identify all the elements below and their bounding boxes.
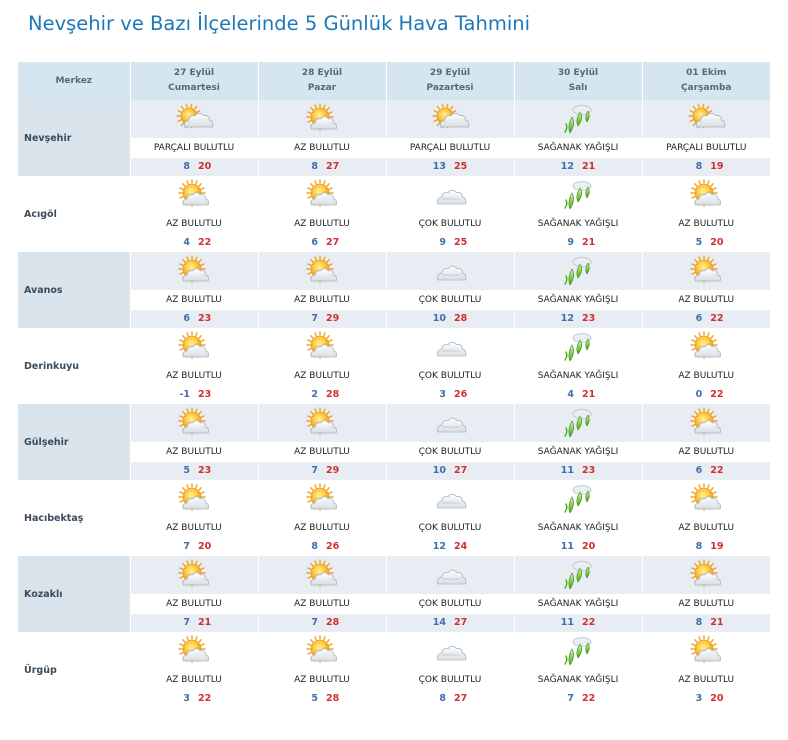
min-temp: 4 bbox=[567, 389, 574, 400]
mostly-sunny-icon bbox=[686, 559, 726, 591]
city-name: Nevşehir bbox=[18, 100, 130, 176]
max-temp: 22 bbox=[710, 389, 724, 400]
weather-description: SAĞANAK YAĞIŞLI bbox=[515, 442, 642, 462]
city-name: Avanos bbox=[18, 252, 130, 328]
city-name: Hacıbektaş bbox=[18, 480, 130, 556]
min-temp: 10 bbox=[432, 465, 446, 476]
min-temp: 13 bbox=[432, 161, 446, 172]
cloudy-icon bbox=[430, 483, 470, 515]
min-temp: 8 bbox=[439, 693, 446, 704]
min-temp: 3 bbox=[439, 389, 446, 400]
min-temp: 5 bbox=[311, 693, 318, 704]
mostly-sunny-icon bbox=[302, 179, 342, 211]
forecast-cell bbox=[514, 328, 642, 404]
weather-description: AZ BULUTLU bbox=[131, 366, 258, 386]
weather-description: PARÇALI BULUTLU bbox=[131, 138, 258, 158]
max-temp: 22 bbox=[582, 617, 596, 628]
min-temp: 6 bbox=[183, 313, 190, 324]
temperature-range bbox=[515, 158, 642, 176]
weather-description: SAĞANAK YAĞIŞLI bbox=[515, 214, 642, 234]
min-temp: 3 bbox=[183, 693, 190, 704]
forecast-body bbox=[18, 100, 770, 708]
min-temp: 5 bbox=[695, 237, 703, 248]
weather-description: AZ BULUTLU bbox=[643, 366, 771, 386]
showers-icon bbox=[558, 406, 598, 440]
mostly-sunny-icon bbox=[174, 407, 214, 439]
min-temp: 7 bbox=[311, 465, 318, 476]
min-temp: 5 bbox=[183, 465, 190, 476]
weather-description: AZ BULUTLU bbox=[259, 518, 386, 538]
forecast-cell bbox=[514, 632, 642, 708]
temperature-range bbox=[131, 690, 258, 708]
city-name: Derinkuyu bbox=[18, 328, 130, 404]
forecast-table bbox=[18, 62, 770, 708]
header-date: 29 Eylül bbox=[429, 68, 471, 78]
mostly-sunny-icon bbox=[302, 255, 342, 287]
min-temp: 7 bbox=[183, 617, 190, 628]
city-row bbox=[18, 556, 770, 632]
weather-description: SAĞANAK YAĞIŞLI bbox=[515, 290, 642, 310]
max-temp: 22 bbox=[198, 237, 212, 248]
temperature-range bbox=[643, 234, 771, 252]
showers-icon bbox=[558, 330, 598, 364]
header-weekday: Cumartesi bbox=[168, 83, 220, 93]
min-temp: 0 bbox=[695, 389, 703, 400]
forecast-cell bbox=[130, 480, 258, 556]
header-day bbox=[642, 62, 770, 100]
temperature-range bbox=[515, 462, 642, 480]
min-temp: 8 bbox=[695, 161, 703, 172]
weather-description: ÇOK BULUTLU bbox=[387, 366, 514, 386]
max-temp: 20 bbox=[198, 541, 212, 552]
weather-description: ÇOK BULUTLU bbox=[387, 442, 514, 462]
city-name: Gülşehir bbox=[18, 404, 130, 480]
forecast-cell bbox=[642, 404, 770, 480]
weather-description: ÇOK BULUTLU bbox=[387, 290, 514, 310]
mostly-sunny-icon bbox=[174, 559, 214, 591]
weather-description: SAĞANAK YAĞIŞLI bbox=[515, 670, 642, 690]
weather-description: AZ BULUTLU bbox=[131, 670, 258, 690]
forecast-cell bbox=[130, 404, 258, 480]
weather-description: SAĞANAK YAĞIŞLI bbox=[515, 366, 642, 386]
forecast-cell bbox=[514, 404, 642, 480]
mostly-sunny-icon bbox=[174, 179, 214, 211]
mostly-sunny-icon bbox=[302, 407, 342, 439]
header-day bbox=[130, 62, 258, 100]
min-temp: 12 bbox=[432, 541, 446, 552]
header-weekday: Pazar bbox=[307, 83, 337, 93]
forecast-cell bbox=[386, 176, 514, 252]
forecast-cell bbox=[386, 632, 514, 708]
min-temp: 6 bbox=[695, 465, 703, 476]
header-date: 28 Eylül bbox=[301, 68, 343, 78]
city-row bbox=[18, 404, 770, 480]
city-row bbox=[18, 100, 770, 176]
max-temp: 28 bbox=[454, 313, 468, 324]
forecast-cell bbox=[386, 404, 514, 480]
cloudy-icon bbox=[430, 255, 470, 287]
weather-description: AZ BULUTLU bbox=[643, 290, 771, 310]
temperature-range bbox=[259, 690, 386, 708]
max-temp: 29 bbox=[326, 313, 340, 324]
forecast-cell bbox=[642, 480, 770, 556]
temperature-range bbox=[259, 234, 386, 252]
max-temp: 27 bbox=[454, 465, 468, 476]
max-temp: 21 bbox=[710, 617, 724, 628]
forecast-cell bbox=[386, 556, 514, 632]
min-temp: 11 bbox=[560, 541, 574, 552]
max-temp: 20 bbox=[710, 693, 724, 704]
max-temp: 28 bbox=[326, 389, 340, 400]
weather-description: PARÇALI BULUTLU bbox=[387, 138, 514, 158]
mostly-sunny-icon bbox=[686, 483, 726, 515]
temperature-range bbox=[643, 462, 771, 480]
max-temp: 25 bbox=[454, 161, 468, 172]
min-temp: 9 bbox=[567, 237, 574, 248]
cloudy-icon bbox=[430, 179, 470, 211]
showers-icon bbox=[558, 178, 598, 212]
forecast-cell bbox=[130, 176, 258, 252]
min-temp: 8 bbox=[695, 617, 703, 628]
forecast-cell bbox=[642, 176, 770, 252]
max-temp: 21 bbox=[582, 237, 596, 248]
temperature-range bbox=[131, 234, 258, 252]
max-temp: 27 bbox=[454, 693, 468, 704]
min-temp: 7 bbox=[183, 541, 190, 552]
temperature-range bbox=[259, 614, 386, 632]
weather-description: AZ BULUTLU bbox=[131, 442, 258, 462]
weather-description: AZ BULUTLU bbox=[259, 442, 386, 462]
temperature-range bbox=[643, 690, 771, 708]
min-temp: 7 bbox=[311, 313, 318, 324]
temperature-range bbox=[131, 158, 258, 176]
temperature-range bbox=[259, 158, 386, 176]
max-temp: 25 bbox=[454, 237, 468, 248]
mostly-sunny-icon bbox=[302, 103, 342, 135]
min-temp: 12 bbox=[560, 313, 574, 324]
weather-description: AZ BULUTLU bbox=[131, 290, 258, 310]
city-row bbox=[18, 632, 770, 708]
max-temp: 20 bbox=[198, 161, 212, 172]
weather-description: AZ BULUTLU bbox=[643, 518, 771, 538]
weather-description: AZ BULUTLU bbox=[643, 442, 771, 462]
city-name: Kozaklı bbox=[18, 556, 130, 632]
page-title: Nevşehir ve Bazı İlçelerinde 5 Günlük Hava Tahmini bbox=[28, 12, 531, 35]
forecast-cell bbox=[130, 252, 258, 328]
temperature-range bbox=[387, 310, 514, 328]
mostly-sunny-icon bbox=[686, 331, 726, 363]
max-temp: 22 bbox=[710, 465, 724, 476]
max-temp: 28 bbox=[326, 693, 340, 704]
temperature-range bbox=[387, 158, 514, 176]
partly-cloudy-icon bbox=[686, 103, 726, 135]
header-merkez: Merkez bbox=[18, 62, 130, 100]
forecast-cell bbox=[514, 176, 642, 252]
forecast-cell bbox=[130, 632, 258, 708]
weather-description: AZ BULUTLU bbox=[131, 214, 258, 234]
forecast-cell bbox=[258, 328, 386, 404]
cloudy-icon bbox=[430, 331, 470, 363]
showers-icon bbox=[558, 558, 598, 592]
cloudy-icon bbox=[430, 559, 470, 591]
temperature-range bbox=[515, 234, 642, 252]
max-temp: 28 bbox=[326, 617, 340, 628]
mostly-sunny-icon bbox=[686, 255, 726, 287]
temperature-range bbox=[387, 386, 514, 404]
forecast-cell bbox=[386, 480, 514, 556]
temperature-range bbox=[643, 158, 771, 176]
min-temp: 8 bbox=[311, 541, 318, 552]
forecast-cell bbox=[386, 100, 514, 176]
temperature-range bbox=[387, 614, 514, 632]
header-date: 27 Eylül bbox=[173, 68, 215, 78]
max-temp: 21 bbox=[582, 389, 596, 400]
temperature-range bbox=[643, 310, 771, 328]
min-temp: 11 bbox=[560, 617, 574, 628]
max-temp: 19 bbox=[710, 541, 724, 552]
max-temp: 29 bbox=[326, 465, 340, 476]
max-temp: 23 bbox=[198, 465, 212, 476]
mostly-sunny-icon bbox=[302, 559, 342, 591]
forecast-cell bbox=[642, 100, 770, 176]
max-temp: 23 bbox=[198, 313, 212, 324]
temperature-range bbox=[515, 538, 642, 556]
max-temp: 21 bbox=[198, 617, 212, 628]
temperature-range bbox=[259, 538, 386, 556]
header-day bbox=[258, 62, 386, 100]
forecast-cell bbox=[258, 100, 386, 176]
city-row bbox=[18, 176, 770, 252]
min-temp: 6 bbox=[695, 313, 703, 324]
temperature-range bbox=[643, 538, 771, 556]
weather-description: AZ BULUTLU bbox=[643, 214, 771, 234]
weather-description: AZ BULUTLU bbox=[259, 594, 386, 614]
min-temp: 3 bbox=[695, 693, 703, 704]
temperature-range bbox=[387, 462, 514, 480]
cloudy-icon bbox=[430, 407, 470, 439]
max-temp: 26 bbox=[326, 541, 340, 552]
temperature-range bbox=[131, 538, 258, 556]
weather-description: AZ BULUTLU bbox=[259, 290, 386, 310]
weather-description: AZ BULUTLU bbox=[259, 366, 386, 386]
city-name: Ürgüp bbox=[18, 632, 130, 708]
forecast-cell bbox=[258, 632, 386, 708]
weather-description: AZ BULUTLU bbox=[259, 214, 386, 234]
min-temp: 7 bbox=[311, 617, 318, 628]
forecast-cell bbox=[258, 480, 386, 556]
showers-icon bbox=[558, 102, 598, 136]
temperature-range bbox=[643, 386, 771, 404]
weather-description: ÇOK BULUTLU bbox=[387, 594, 514, 614]
max-temp: 23 bbox=[582, 465, 596, 476]
min-temp: 8 bbox=[311, 161, 318, 172]
temperature-range bbox=[131, 462, 258, 480]
weather-description: ÇOK BULUTLU bbox=[387, 214, 514, 234]
temperature-range bbox=[387, 538, 514, 556]
header-date: 30 Eylül bbox=[557, 68, 599, 78]
temperature-range bbox=[259, 386, 386, 404]
mostly-sunny-icon bbox=[686, 635, 726, 667]
partly-cloudy-icon bbox=[174, 103, 214, 135]
forecast-cell bbox=[258, 252, 386, 328]
max-temp: 23 bbox=[582, 313, 596, 324]
min-temp: 9 bbox=[439, 237, 446, 248]
max-temp: 24 bbox=[454, 541, 468, 552]
mostly-sunny-icon bbox=[174, 635, 214, 667]
forecast-cell bbox=[642, 632, 770, 708]
weather-description: AZ BULUTLU bbox=[131, 518, 258, 538]
forecast-cell bbox=[130, 556, 258, 632]
min-temp: 2 bbox=[311, 389, 318, 400]
temperature-range bbox=[131, 386, 258, 404]
forecast-cell bbox=[258, 556, 386, 632]
temperature-range bbox=[643, 614, 771, 632]
max-temp: 27 bbox=[326, 161, 340, 172]
weather-description: AZ BULUTLU bbox=[131, 594, 258, 614]
min-temp: 8 bbox=[183, 161, 190, 172]
max-temp: 26 bbox=[454, 389, 468, 400]
max-temp: 23 bbox=[198, 389, 212, 400]
forecast-cell bbox=[386, 252, 514, 328]
mostly-sunny-icon bbox=[174, 331, 214, 363]
header-date: 01 Ekim bbox=[686, 68, 727, 78]
temperature-range bbox=[131, 614, 258, 632]
city-name: Acıgöl bbox=[18, 176, 130, 252]
temperature-range bbox=[515, 690, 642, 708]
temperature-range bbox=[131, 310, 258, 328]
forecast-cell bbox=[258, 404, 386, 480]
forecast-cell bbox=[514, 100, 642, 176]
max-temp: 27 bbox=[454, 617, 468, 628]
header-weekday: Salı bbox=[568, 83, 588, 93]
mostly-sunny-icon bbox=[686, 179, 726, 211]
header-row bbox=[18, 62, 770, 100]
header-weekday: Çarşamba bbox=[681, 83, 732, 93]
forecast-cell bbox=[642, 252, 770, 328]
weather-description: PARÇALI BULUTLU bbox=[643, 138, 771, 158]
showers-icon bbox=[558, 482, 598, 516]
mostly-sunny-icon bbox=[302, 635, 342, 667]
max-temp: 21 bbox=[582, 161, 596, 172]
weather-description: AZ BULUTLU bbox=[643, 594, 771, 614]
header-day bbox=[514, 62, 642, 100]
forecast-cell bbox=[514, 480, 642, 556]
header-weekday: Pazartesi bbox=[426, 83, 474, 93]
min-temp: 7 bbox=[567, 693, 574, 704]
forecast-cell bbox=[130, 328, 258, 404]
min-temp: 4 bbox=[183, 237, 190, 248]
temperature-range bbox=[515, 310, 642, 328]
showers-icon bbox=[558, 634, 598, 668]
mostly-sunny-icon bbox=[174, 483, 214, 515]
weather-description: ÇOK BULUTLU bbox=[387, 670, 514, 690]
max-temp: 22 bbox=[710, 313, 724, 324]
forecast-cell bbox=[514, 556, 642, 632]
mostly-sunny-icon bbox=[302, 331, 342, 363]
min-temp: 6 bbox=[311, 237, 318, 248]
mostly-sunny-icon bbox=[302, 483, 342, 515]
cloudy-icon bbox=[430, 635, 470, 667]
max-temp: 19 bbox=[710, 161, 724, 172]
header-day bbox=[386, 62, 514, 100]
min-temp: 14 bbox=[432, 617, 446, 628]
max-temp: 20 bbox=[710, 237, 724, 248]
min-temp: -1 bbox=[179, 389, 190, 400]
temperature-range bbox=[259, 462, 386, 480]
forecast-cell bbox=[130, 100, 258, 176]
max-temp: 22 bbox=[582, 693, 596, 704]
temperature-range bbox=[515, 614, 642, 632]
min-temp: 11 bbox=[560, 465, 574, 476]
city-row bbox=[18, 480, 770, 556]
partly-cloudy-icon bbox=[430, 103, 470, 135]
weather-description: SAĞANAK YAĞIŞLI bbox=[515, 594, 642, 614]
weather-description: AZ BULUTLU bbox=[259, 670, 386, 690]
weather-description: ÇOK BULUTLU bbox=[387, 518, 514, 538]
forecast-cell bbox=[258, 176, 386, 252]
temperature-range bbox=[387, 234, 514, 252]
mostly-sunny-icon bbox=[686, 407, 726, 439]
showers-icon bbox=[558, 254, 598, 288]
weather-description: AZ BULUTLU bbox=[259, 138, 386, 158]
max-temp: 27 bbox=[326, 237, 340, 248]
min-temp: 12 bbox=[560, 161, 574, 172]
weather-description: SAĞANAK YAĞIŞLI bbox=[515, 518, 642, 538]
city-row bbox=[18, 328, 770, 404]
forecast-cell bbox=[514, 252, 642, 328]
min-temp: 10 bbox=[432, 313, 446, 324]
forecast-cell bbox=[386, 328, 514, 404]
min-temp: 8 bbox=[695, 541, 703, 552]
weather-description: AZ BULUTLU bbox=[643, 670, 771, 690]
forecast-cell bbox=[642, 328, 770, 404]
temperature-range bbox=[259, 310, 386, 328]
temperature-range bbox=[515, 386, 642, 404]
max-temp: 20 bbox=[582, 541, 596, 552]
city-row bbox=[18, 252, 770, 328]
max-temp: 22 bbox=[198, 693, 212, 704]
temperature-range bbox=[387, 690, 514, 708]
mostly-sunny-icon bbox=[174, 255, 214, 287]
forecast-cell bbox=[642, 556, 770, 632]
weather-description: SAĞANAK YAĞIŞLI bbox=[515, 138, 642, 158]
